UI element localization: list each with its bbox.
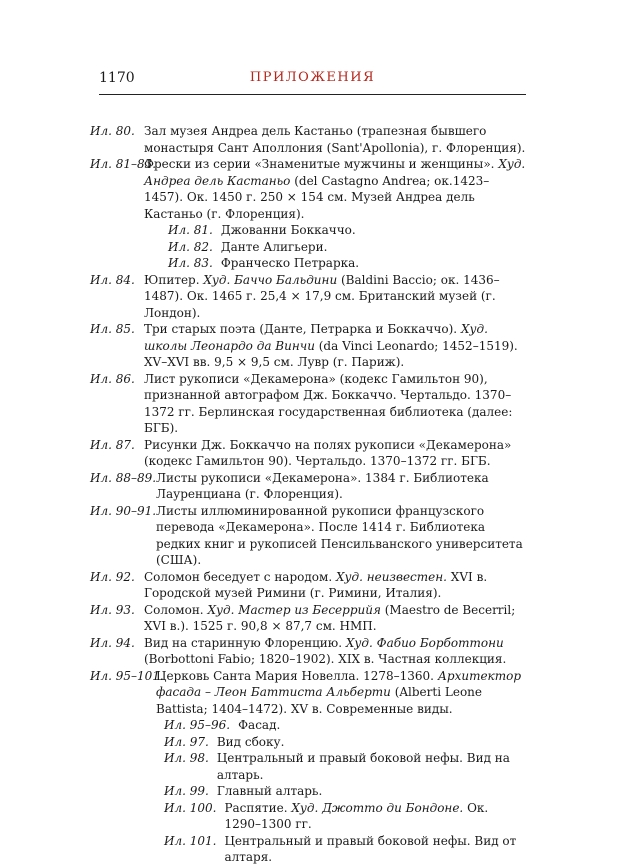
illustration-number: Ил. 99. [164,784,209,798]
illustration-entry [90,668,527,718]
illustration-description [144,156,527,222]
illustration-description [144,321,527,371]
illustration-entry [90,123,527,156]
illustration-description [217,734,527,751]
description-text: Вид сбоку. [216,734,285,749]
illustration-number: Ил. 100. [164,800,217,815]
illustration-number: Ил. 84. [90,272,135,287]
description-text: Франческо Петрарка. [220,256,360,270]
illustration-entry [164,734,527,751]
illustration-number: Ил. 97. [164,734,209,749]
description-text: Листы рукописи «Декамерона». 1384 г. Библиотека Лауренциана (г. Флоренция). [156,470,489,501]
description-text: XVI в. Городской музей Римини (г. Римини, Италия). [144,569,488,600]
illustration-entry [90,272,527,322]
illustration-description [221,239,527,256]
illustration-number: Ил. 83. [168,256,213,270]
illustration-description [217,783,527,800]
illustration-number: Ил. 101. [164,833,217,848]
illustration-number: Ил. 98. [164,751,209,765]
artist-credit: Худ. школы Леонардо да Винчи [144,322,488,353]
description-text: (Borbottoni Fabio; 1820–1902). XIX в. Частная коллекция. [144,652,507,666]
illustration-entry [90,470,527,503]
section-title: ПРИЛОЖЕНИЯ [249,70,376,85]
illustration-number: Ил. 94. [90,635,135,650]
illustration-entry [90,503,527,569]
artist-credit: Худ. Фабио Борботтони [345,635,504,650]
illustration-number: Ил. 90–91. [90,503,157,518]
description-text: Центральный и правый боковой нефы. Вид на алтарь. [216,751,510,782]
illustration-description [156,470,527,503]
description-text: Фасад. [238,718,281,732]
illustration-description [238,717,527,734]
artist-credit: Худ. Мастер из Бесеррийя [207,602,381,617]
description-text: (Alberti Leone Battista; 1404–1472). XV в. Современные виды. [156,685,482,716]
artist-credit: Худ. Баччо Бальдини [203,272,338,287]
description-text: Ок. 1290–1300 гг. [224,800,489,831]
description-text: Три старых поэта (Данте, Петрарка и Боккаччо). [144,322,461,336]
illustration-entry [90,635,527,668]
illustration-number: Ил. 81–83. [90,157,157,171]
description-text: Соломон. [144,602,208,617]
header-rule [99,94,526,95]
illustration-number: Ил. 92. [90,569,135,584]
description-text: Данте Алигьери. [220,239,328,254]
illustration-description [144,371,527,437]
illustration-description [217,750,527,783]
illustration-entry [168,222,527,239]
description-text: Лист рукописи «Декамерона» (кодекс Гамильтон 90), признанной автографом Дж. Боккаччо. Чертальдо. 1370–1372 гг. Берлинская государственная библиотека (далее: БГБ). [144,371,513,435]
description-text: (Maestro de Becerril; XVI в.). 1525 г. 90,8 × 87,7 см. НМП. [144,602,516,633]
illustration-description [144,123,527,156]
artist-credit: Худ. неизвестен. [335,569,447,584]
illustration-description [221,255,527,272]
illustration-description [156,503,527,569]
illustration-description [144,602,527,635]
illustration-entry [164,783,527,800]
illustration-list [90,123,527,866]
illustration-number: Ил. 87. [90,437,135,452]
illustration-entry [90,321,527,371]
illustration-entry [90,569,527,602]
illustration-number: Ил. 85. [90,322,135,336]
illustration-description [224,833,527,866]
description-text: (Baldini Baccio; ок. 1436–1487). Ок. 1465 г. 25,4 × 17,9 см. Британский музей (г. Лондон). [144,272,500,320]
description-text: Соломон беседует с народом. [144,569,336,584]
illustration-entry [90,371,527,437]
artist-credit: Худ. Андреа дель Кастаньо [144,157,526,188]
illustration-entry [164,750,527,783]
illustration-number: Ил. 80. [90,124,135,138]
description-text: Юпитер. [144,272,204,287]
illustration-number: Ил. 82. [168,239,213,254]
illustration-entry [164,800,527,833]
description-text: (del Castagno Andrea; ок.1423–1457). Ок. 1450 г. 250 × 154 см. Музей Андреа дель Кастаньо (г. Флоренция). [144,173,490,221]
illustration-description [144,569,527,602]
illustration-number: Ил. 95–96. [164,718,231,732]
artist-credit: Худ. Джотто ди Бондоне. [291,800,464,815]
artist-credit: Архитектор фасада – Леон Баттиста Альберти [156,668,522,699]
description-text: Зал музея Андреа дель Кастаньо (трапезная бывшего монастыря Сант Аполлония (Sant'Apollonia), г. Флоренция). [144,124,526,155]
description-text: Церковь Санта Мария Новелла. 1278–1360. [156,668,438,683]
illustration-number: Ил. 86. [90,371,135,386]
illustration-description [224,800,527,833]
illustration-description [156,668,527,718]
description-text: Фрески из серии «Знаменитые мужчины и женщины». [144,157,499,171]
illustration-description [144,437,527,470]
illustration-description [144,635,527,668]
illustration-description [221,222,527,239]
description-text: Центральный и правый боковой нефы. Вид от алтаря. [224,833,517,864]
illustration-number: Ил. 95–101. [90,668,164,683]
description-text: Джованни Боккаччо. [220,223,356,237]
illustration-number: Ил. 81. [168,223,213,237]
illustration-entry [168,255,527,272]
illustration-entry [164,833,527,866]
illustration-entry [168,239,527,256]
illustration-entry [90,156,527,222]
description-text: (da Vinci Leonardo; 1452–1519). XV–XVI вв. 9,5 × 9,5 см. Лувр (г. Париж). [144,338,518,369]
page-number: 1170 [99,70,135,86]
page-header [99,70,526,90]
description-text: Главный алтарь. [216,784,323,798]
illustration-entry [164,717,527,734]
description-text: Листы иллюминированной рукописи французского перевода «Декамерона». После 1414 г. Библиотека редких книг и рукописей Пенсильванского университета (США). [156,503,523,567]
illustration-entry [90,602,527,635]
illustration-number: Ил. 93. [90,602,135,617]
illustration-description [144,272,527,322]
description-text: Рисунки Дж. Боккаччо на полях рукописи «Декамерона» (кодекс Гамильтон 90). Чертальдо. 1370–1372 гг. БГБ. [144,437,512,468]
illustration-entry [90,437,527,470]
illustration-number: Ил. 88–89. [90,470,157,485]
description-text: Вид на старинную Флоренцию. [144,635,346,650]
description-text: Распятие. [224,800,292,815]
